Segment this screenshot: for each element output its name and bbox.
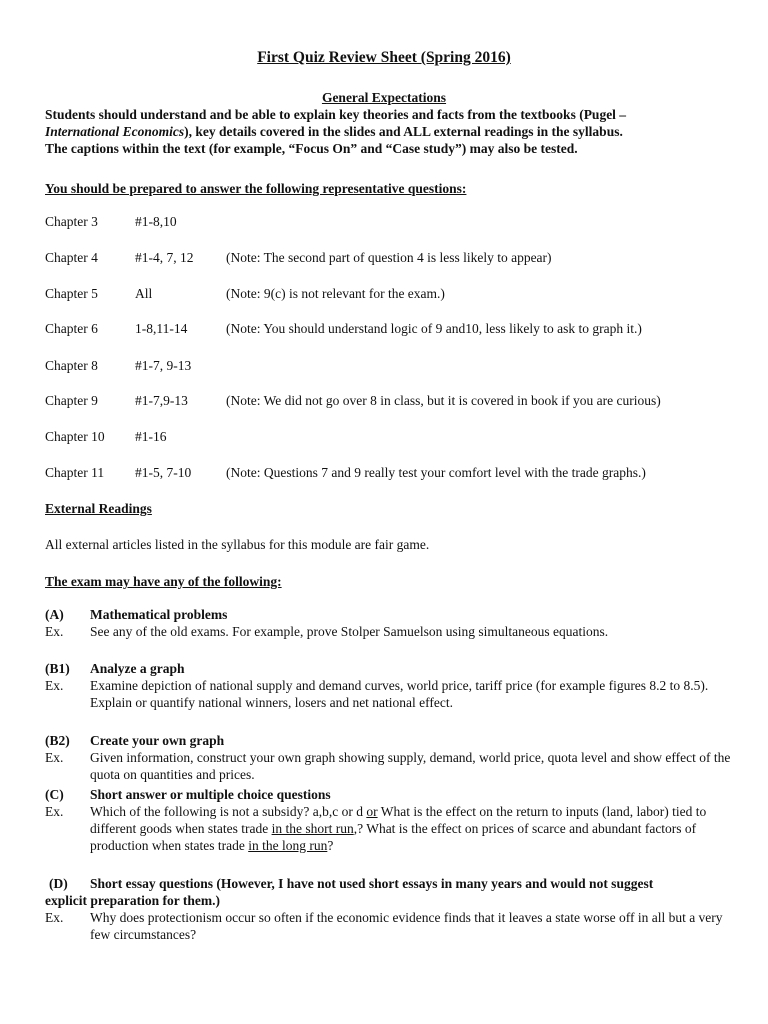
general-expectations-heading: General Expectations	[321, 90, 447, 105]
chapter-name: Chapter 6	[45, 321, 98, 336]
example-label: Ex.	[45, 804, 64, 819]
chapter-name: Chapter 11	[45, 465, 105, 480]
chapter-note: (Note: The second part of question 4 is less likely to appear)	[226, 250, 552, 265]
example-label: Ex.	[45, 678, 64, 693]
chapter-name: Chapter 3	[45, 214, 98, 229]
example-text: Given information, construct your own graph showing supply, demand, world price, quota level and show effect of the quota on quantities and prices.	[90, 750, 731, 782]
chapter-note: (Note: 9(c) is not relevant for the exam.)	[226, 286, 445, 301]
example-text	[90, 803, 735, 854]
section-label: (A)	[45, 607, 64, 622]
section-a-example	[45, 623, 735, 640]
example-label: Ex.	[45, 910, 64, 925]
chapter-questions: #1-7, 9-13	[135, 358, 192, 373]
example-text: See any of the old exams. For example, prove Stolper Samuelson using simultaneous equations.	[90, 624, 609, 639]
section-b2-header	[45, 732, 735, 749]
section-b1-header	[45, 660, 735, 677]
section-title: Short answer or multiple choice questions	[90, 787, 331, 802]
chapter-questions: All	[135, 286, 153, 301]
chapter-name: Chapter 10	[45, 429, 105, 444]
section-b2	[45, 732, 735, 783]
representative-questions-heading: You should be prepared to answer the following representative questions:	[45, 181, 467, 196]
section-a-header	[45, 606, 735, 623]
general-expectations-text	[45, 106, 745, 157]
underlined-or: or	[366, 804, 378, 819]
section-title: Short essay questions (However, I have not used short essays in many years and would not suggest	[90, 876, 654, 891]
section-c-example	[45, 803, 735, 854]
chapter-name: Chapter 8	[45, 358, 98, 373]
example-label: Ex.	[45, 750, 64, 765]
section-title-continued: explicit preparation for them.)	[45, 893, 220, 908]
section-label: (B2)	[45, 733, 70, 748]
section-title: Analyze a graph	[90, 661, 185, 676]
chapter-note: (Note: Questions 7 and 9 really test your comfort level with the trade graphs.)	[226, 465, 646, 480]
section-b1	[45, 660, 735, 711]
external-readings-heading: External Readings	[45, 501, 152, 516]
section-d-header	[45, 875, 745, 909]
section-c-header	[45, 786, 735, 803]
chapter-questions: #1-4, 7, 12	[135, 250, 194, 265]
section-b2-example	[45, 749, 735, 783]
section-label: (B1)	[45, 661, 70, 676]
section-label: (C)	[45, 787, 64, 802]
intro-line-3: The captions within the text (for example, “Focus On” and “Case study”) may also be tested.	[45, 141, 578, 156]
example-text-part: Which of the following is not a subsidy? a,b,c or d	[90, 804, 367, 819]
chapter-questions: #1-5, 7-10	[135, 465, 192, 480]
chapter-note: (Note: We did not go over 8 in class, but it is covered in book if you are curious)	[226, 393, 661, 408]
intro-line-2-rest: ), key details covered in the slides and ALL external readings in the syllabus.	[184, 124, 623, 139]
chapter-questions: #1-8,10	[135, 214, 177, 229]
chapter-name: Chapter 5	[45, 286, 98, 301]
section-c	[45, 786, 735, 854]
section-title: Create your own graph	[90, 733, 225, 748]
underlined-long-run: in the long run	[248, 838, 328, 853]
page-title: First Quiz Review Sheet (Spring 2016)	[257, 49, 511, 66]
chapter-name: Chapter 4	[45, 250, 98, 265]
chapter-questions: #1-7,9-13	[135, 393, 188, 408]
section-b1-example	[45, 677, 735, 711]
section-label: (D)	[49, 876, 68, 891]
chapter-questions: #1-16	[135, 429, 167, 444]
example-text: Examine depiction of national supply and demand curves, world price, tariff price (for example figures 8.2 to 8.5). Explain or quantify national winners, losers and net national effect.	[90, 678, 709, 710]
section-d	[45, 875, 745, 943]
section-title: Mathematical problems	[90, 607, 228, 622]
example-label: Ex.	[45, 624, 64, 639]
section-a	[45, 606, 735, 640]
chapter-questions: 1-8,11-14	[135, 321, 188, 336]
chapter-note: (Note: You should understand logic of 9 and10, less likely to ask to graph it.)	[226, 321, 642, 336]
exam-contents-heading: The exam may have any of the following:	[45, 574, 282, 589]
external-readings-text: All external articles listed in the syllabus for this module are fair game.	[45, 537, 430, 552]
intro-line-1: Students should understand and be able to explain key theories and facts from the textbooks (Pugel –	[45, 107, 627, 122]
example-text-part: ?	[327, 838, 334, 853]
intro-line-2	[45, 123, 745, 140]
example-text-part: What is the effect on the return to inputs (land, labor) tied to different goods when states trade	[90, 804, 707, 836]
textbook-title: International Economics	[45, 124, 185, 139]
underlined-short-run: in the short run	[271, 821, 354, 836]
chapter-name: Chapter 9	[45, 393, 98, 408]
section-d-example	[45, 909, 745, 943]
example-text: Why does protectionism occur so often if the economic evidence finds that it leaves a state worse off in all but a very few circumstances?	[90, 910, 723, 942]
example-text-part: ,? What is the effect on prices of scarce and abundant factors of production when states trade	[90, 821, 697, 853]
